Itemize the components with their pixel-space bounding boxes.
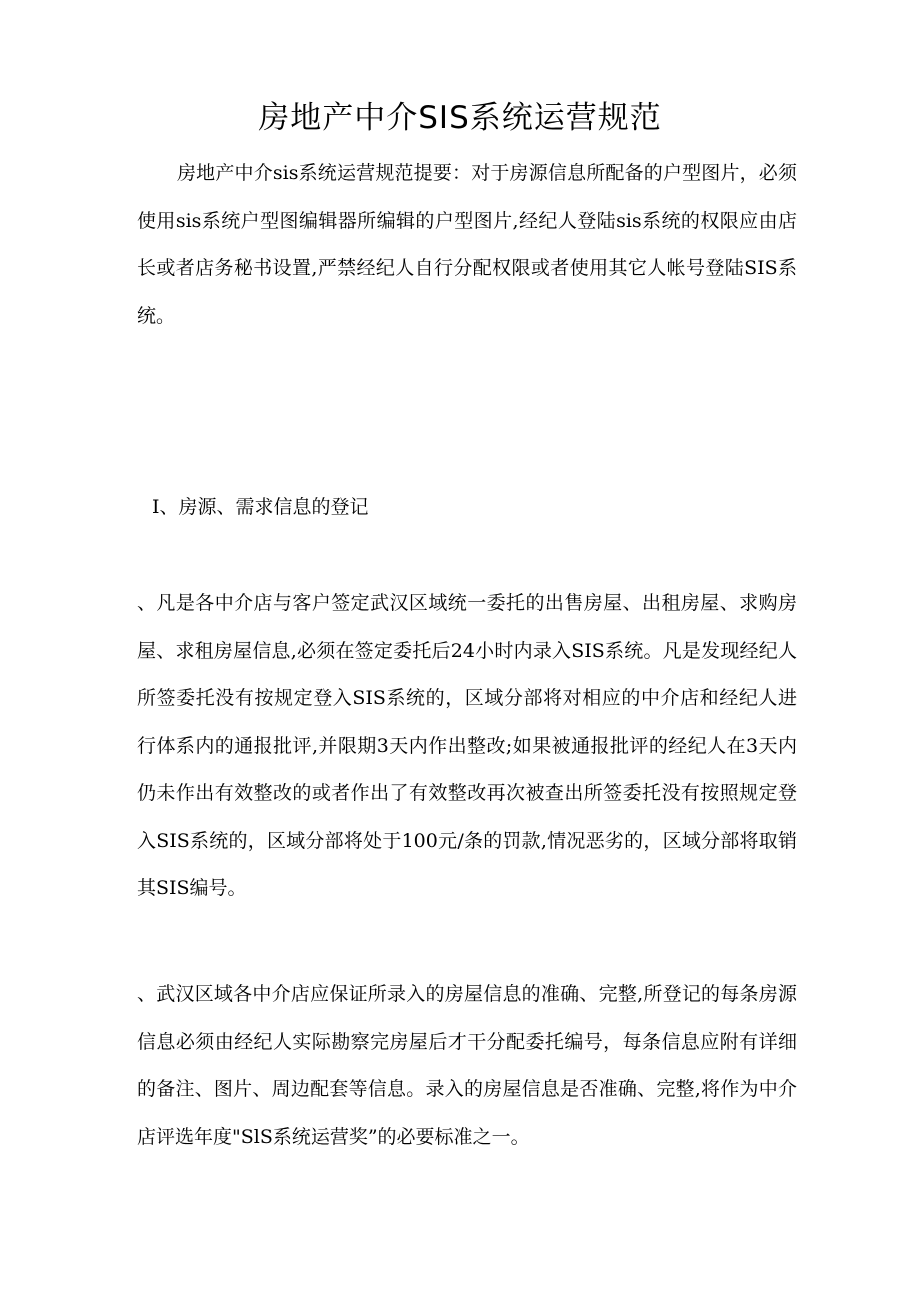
paragraph-registration-deadline: 、凡是各中介店与客户签定武汉区域统一委托的出售房屋、出租房屋、求购房屋、求租房屋信息,必须在签定委托后24小时内录入SIS系统。凡是发现经纪人所签委托没有按规定登入SIS系统的，区域分部将对相应的中介店和经纪人进行体系内的通报批评,并限期3天内作出整改;如果被通报批评的经纪人在3天内仍未作出有效整改的或者作出了有效整改再次被查出所签委托没有按照规定登入SIS系统的，区域分部将处于100元/条的罚款,情况恶劣的，区域分部将取销其SIS编号。 <box>137 592 797 899</box>
document-title: 房地产中介SIS系统运营规范 <box>258 100 662 136</box>
intro-paragraph: 房地产中介sis系统运营规范提要：对于房源信息所配备的户型图片，必须使用sis系统户型图编辑器所编辑的户型图片,经纪人登陆sis系统的权限应由店长或者店务秘书设置,严禁经纪人自行分配权限或者使用其它人帐号登陆SIS系统。 <box>137 162 797 327</box>
section-heading: I、房源、需求信息的登记 <box>152 496 369 518</box>
paragraph-information-accuracy: 、武汉区域各中介店应保证所录入的房屋信息的准确、完整,所登记的每条房源信息必须由经纪人实际勘察完房屋后才干分配委托编号，每条信息应附有详细的备注、图片、周边配套等信息。录入的房屋信息是否准确、完整,将作为中介店评选年度"SlS系统运营奖”的必要标准之一。 <box>137 983 797 1148</box>
